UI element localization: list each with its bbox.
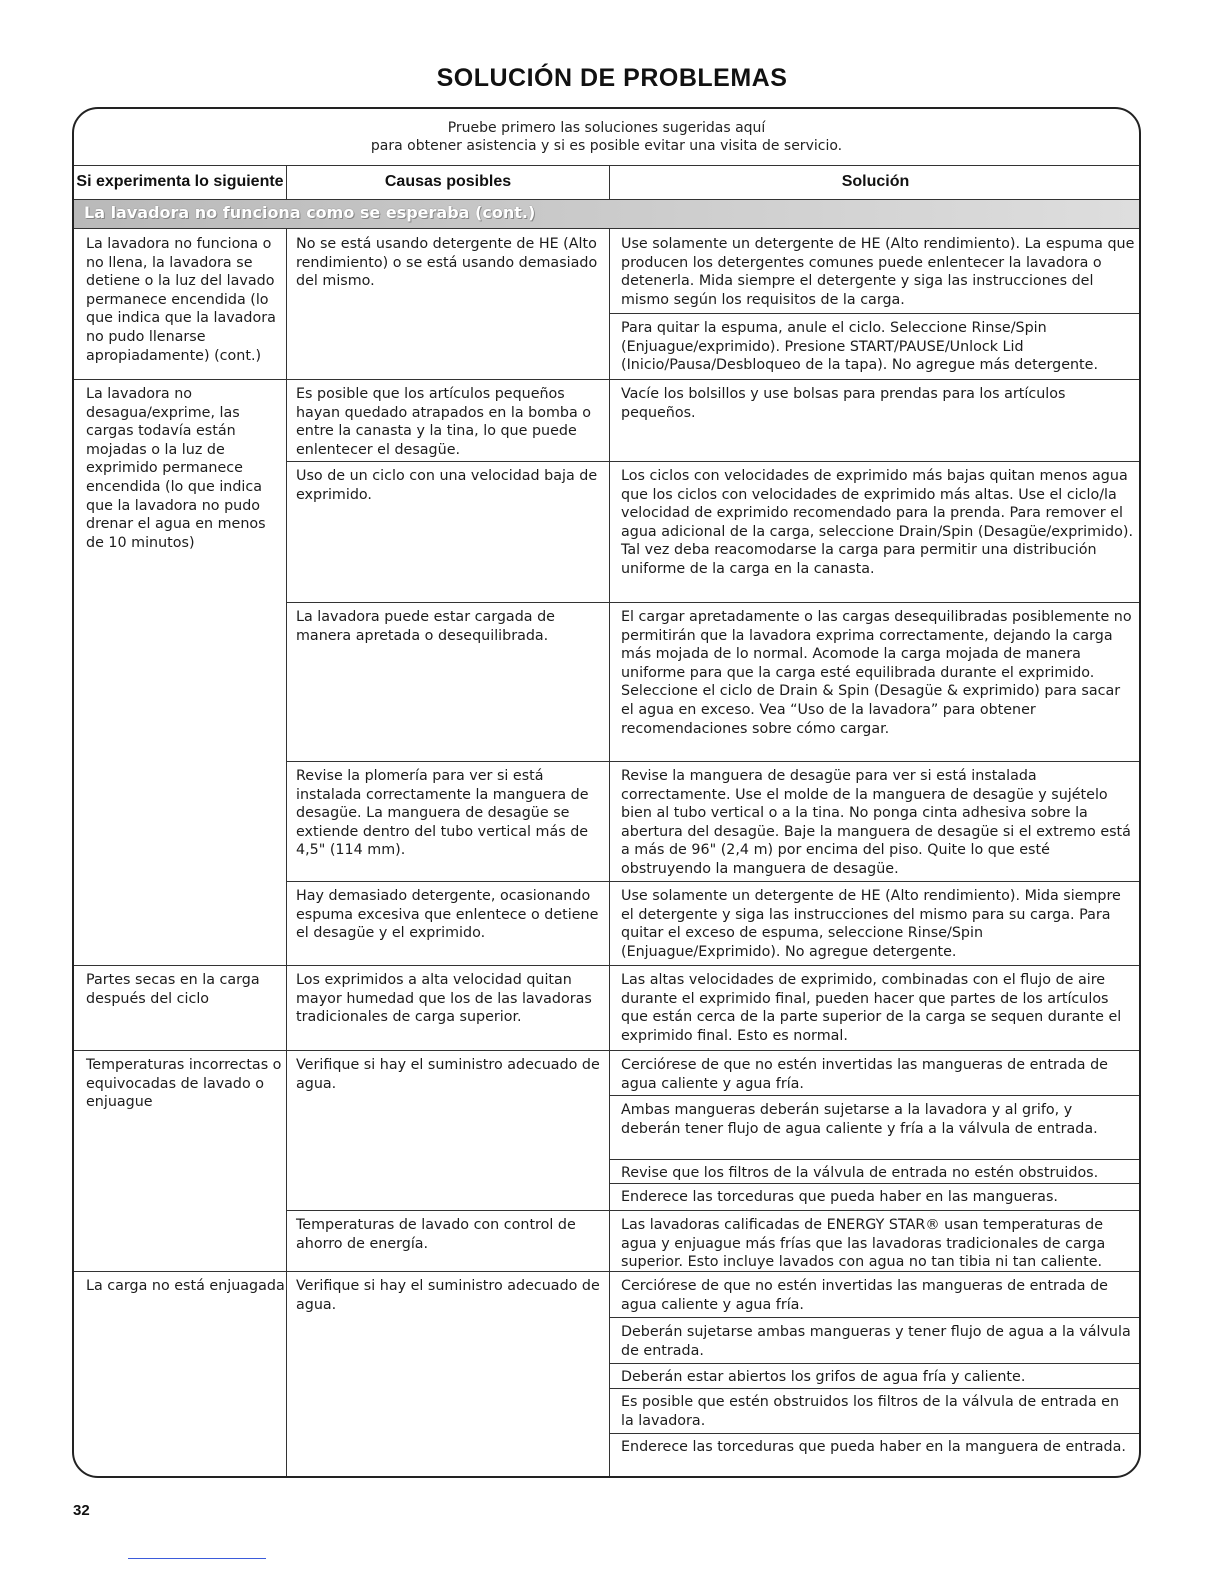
problem-cell: La lavadora no funciona o no llena, la lavadora se detiene o la luz del lavado permanece encendida (lo que indica que la lavadora no pudo llenarse apropiadamente) (cont.) <box>86 236 276 364</box>
cause-cell: Verifique si hay el suministro adecuado de agua. <box>296 1057 600 1092</box>
row-rule <box>609 379 1141 380</box>
row-rule <box>609 1210 1141 1211</box>
troubleshooting-table <box>74 165 1139 1478</box>
row-rule <box>609 1363 1141 1364</box>
column-rule <box>286 165 287 199</box>
header-problem: Si experimenta lo siguiente <box>76 173 284 190</box>
row-rule <box>609 761 1141 762</box>
section-band <box>74 199 1139 229</box>
cause-cell: No se está usando detergente de HE (Alto rendimiento) o se está usando demasiado del mismo. <box>296 236 598 290</box>
solution-cell: Enderece las torceduras que pueda haber en las mangueras. <box>621 1189 1058 1205</box>
cause-cell: Hay demasiado detergente, ocasionando espuma excesiva que enlentece o detiene el desagüe y el exprimido. <box>296 888 599 942</box>
row-rule <box>609 1095 1141 1096</box>
page-number: 32 <box>73 1502 90 1519</box>
solution-cell: Vacíe los bolsillos y use bolsas para prendas para los artículos pequeños. <box>621 386 1066 421</box>
solution-cell: Use solamente un detergente de HE (Alto rendimiento). La espuma que producen los detergentes comunes puede enlentecer la lavadora o detenerla. Mida siempre el detergente y siga las instrucciones del mismo según los requisitos de la carga. <box>621 236 1135 308</box>
row-rule <box>286 602 609 603</box>
solution-cell: Para quitar la espuma, anule el ciclo. Seleccione Rinse/Spin (Enjuague/exprimido). Presione START/PAUSE/Unlock Lid (Inicio/Pausa/Desbloqueo de la tapa). No agregue más detergente. <box>621 320 1099 374</box>
solution-cell: Deberán estar abiertos los grifos de agua fría y caliente. <box>621 1369 1026 1385</box>
row-rule <box>286 881 609 882</box>
row-rule <box>609 1317 1141 1318</box>
cause-cell: Revise la plomería para ver si está instalada correctamente la manguera de desagüe. La manguera de desagüe se extiende dentro del tubo vertical más de 4,5" (114 mm). <box>296 768 589 859</box>
row-rule <box>74 965 286 966</box>
page-title: SOLUCIÓN DE PROBLEMAS <box>436 64 788 92</box>
row-rule <box>609 881 1141 882</box>
row-rule <box>74 379 286 380</box>
solution-cell: Los ciclos con velocidades de exprimido más bajas quitan menos agua que los ciclos con velocidades de exprimido más altas. Use el ciclo/la velocidad de exprimido recomendado para la prenda. Para remover el agua adicional de la carga, seleccione Drain/Spin (Desagüe/exprimido). Tal vez deba reacomodarse la carga para permitir una distribución uniforme de la carga en la canasta. <box>621 468 1133 577</box>
header-solution: Solución <box>841 173 910 190</box>
row-rule <box>286 1210 609 1211</box>
intro-text <box>74 119 1139 155</box>
column-rule <box>286 229 287 1478</box>
cause-cell: Es posible que los artículos pequeños hayan quedado atrapados en la bomba o entre la canasta y la tina, lo que puede enlentecer el desagüe. <box>296 386 591 458</box>
solution-cell: Cerciórese de que no estén invertidas las mangueras de entrada de agua caliente y agua fría. <box>621 1278 1108 1313</box>
row-rule <box>609 965 1141 966</box>
problem-cell: La lavadora no desagua/exprime, las cargas todavía están mojadas o la luz de exprimido permanece encendida (lo que indica que la lavadora no pudo drenar el agua en menos de 10 minutos) <box>86 386 266 551</box>
cause-cell: Los exprimidos a alta velocidad quitan mayor humedad que los de las lavadoras tradicionales de carga superior. <box>296 972 592 1026</box>
section-title: La lavadora no funciona como se esperaba (cont.) <box>84 203 536 222</box>
row-rule <box>286 965 609 966</box>
solution-cell: Use solamente un detergente de HE (Alto rendimiento). Mida siempre el detergente y siga las instrucciones del mismo para su carga. Para quitar el exceso de espuma, seleccione Rinse/Spin (Enjuague/Exprimido). No agregue detergente. <box>621 888 1121 960</box>
row-rule <box>609 1050 1141 1051</box>
problem-cell: Partes secas en la carga después del ciclo <box>86 972 260 1007</box>
row-rule <box>609 1159 1141 1160</box>
solution-cell: El cargar apretadamente o las cargas desequilibradas posiblemente no permitirán que la lavadora exprima correctamente, dejando la carga más mojada de lo normal. Acomode la carga mojada de manera uniforme para que la carga esté equilibrada durante el exprimido. Seleccione el ciclo de Drain & Spin (Desagüe & exprimido) para sacar el agua en exceso. Vea “Uso de la lavadora” para obtener recomendaciones sobre cómo cargar. <box>621 609 1132 737</box>
row-rule <box>286 1271 609 1272</box>
cause-cell: La lavadora puede estar cargada de manera apretada o desequilibrada. <box>296 609 555 644</box>
row-rule <box>609 461 1141 462</box>
solution-cell: Las lavadoras calificadas de ENERGY STAR® usan temperaturas de agua y enjuague más frías que las lavadoras tradicionales de carga superior. Esto incluye lavados con agua no tan tibia ni tan caliente. <box>621 1217 1106 1271</box>
intro-line-1: Pruebe primero las soluciones sugeridas aquí <box>447 120 766 136</box>
troubleshooting-frame <box>72 107 1141 1478</box>
solution-cell: Es posible que estén obstruidos los filtros de la válvula de entrada en la lavadora. <box>621 1394 1120 1429</box>
row-rule <box>609 1433 1141 1434</box>
row-rule <box>286 1050 609 1051</box>
solution-cell: Cerciórese de que no estén invertidas las mangueras de entrada de agua caliente y agua fría. <box>621 1057 1108 1092</box>
row-rule <box>286 461 609 462</box>
row-rule <box>609 313 1141 314</box>
column-rule <box>609 165 610 199</box>
row-rule <box>74 1271 286 1272</box>
problem-cell: La carga no está enjuagada <box>86 1278 285 1294</box>
solution-cell: Enderece las torceduras que pueda haber en la manguera de entrada. <box>621 1439 1126 1455</box>
cause-cell: Verifique si hay el suministro adecuado de agua. <box>296 1278 600 1313</box>
row-rule <box>286 379 609 380</box>
row-rule <box>609 1183 1141 1184</box>
cause-cell: Uso de un ciclo con una velocidad baja de exprimido. <box>296 468 598 503</box>
solution-cell: Revise la manguera de desagüe para ver si está instalada correctamente. Use el molde de la manguera de desagüe y sujételo bien al tubo vertical o a la tina. No ponga cinta adhesiva sobre la abertura del desagüe. Baje la manguera de desagüe si el extremo está a más de 96" (2,4 m) por encima del piso. Quite lo que esté obstruyendo la manguera de desagüe. <box>621 768 1131 877</box>
footer-rule <box>128 1558 266 1559</box>
solution-cell: Las altas velocidades de exprimido, combinadas con el flujo de aire durante el exprimido final, pueden hacer que partes de los artículos que están cerca de la parte superior de la carga se sequen durante el exprimido final. Esto es normal. <box>621 972 1122 1044</box>
row-rule <box>74 1050 286 1051</box>
header-causes: Causas posibles <box>384 173 512 190</box>
row-rule <box>609 1388 1141 1389</box>
solution-cell: Deberán sujetarse ambas mangueras y tener flujo de agua a la válvula de entrada. <box>621 1324 1131 1359</box>
problem-cell: Temperaturas incorrectas o equivocadas de lavado o enjuague <box>86 1057 282 1111</box>
row-rule <box>286 761 609 762</box>
row-rule <box>609 602 1141 603</box>
cause-cell: Temperaturas de lavado con control de ahorro de energía. <box>296 1217 576 1252</box>
solution-cell: Revise que los filtros de la válvula de entrada no estén obstruidos. <box>621 1165 1099 1181</box>
solution-cell: Ambas mangueras deberán sujetarse a la lavadora y al grifo, y deberán tener flujo de agua caliente y fría a la válvula de entrada. <box>621 1102 1098 1137</box>
intro-line-2: para obtener asistencia y si es posible evitar una visita de servicio. <box>370 138 843 154</box>
column-rule <box>609 229 610 1478</box>
